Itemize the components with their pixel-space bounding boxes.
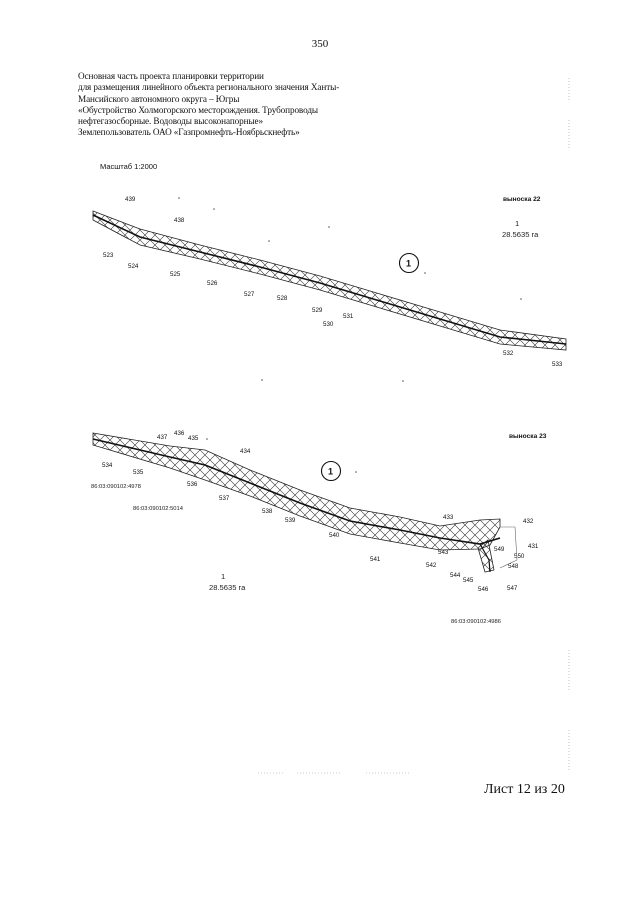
point-label: 550 <box>514 553 525 560</box>
point-label: 542 <box>426 562 437 569</box>
zone-marker-label: 1 <box>328 466 334 477</box>
point-label: 436 <box>174 430 185 437</box>
header-line: Землепользователь ОАО «Газпромнефть-Ноябрьскнефть» <box>78 127 300 138</box>
callout-23 <box>91 430 547 625</box>
point-label: 526 <box>207 280 218 287</box>
point-label: 432 <box>523 518 534 525</box>
cadastral-number: 86:03:090102:4978 <box>91 484 141 490</box>
header-line: нефтегазосборные. Водоводы высоконапорные» <box>78 116 263 127</box>
header-line: Основная часть проекта планировки территории <box>78 71 264 81</box>
point-label: 527 <box>244 291 255 298</box>
point-label: 438 <box>174 217 185 224</box>
point-label: 544 <box>450 572 461 579</box>
point-label: 547 <box>507 585 518 592</box>
point-label: 532 <box>503 350 514 357</box>
point-label: 523 <box>103 252 114 259</box>
point-label: 548 <box>508 563 519 570</box>
sheet-number: Лист 12 из 20 <box>484 782 565 797</box>
header-line: для размещения линейного объекта регионального значения Ханты- <box>78 82 340 93</box>
point-label: 546 <box>478 586 489 593</box>
point-label: 433 <box>443 514 454 521</box>
header-line: «Обустройство Холмогорского месторождения. Трубопроводы <box>78 104 318 115</box>
zone-area: 28.5635 га <box>209 583 246 592</box>
zone-marker-label: 1 <box>406 258 412 269</box>
page-number: 350 <box>311 38 329 50</box>
point-label: 538 <box>262 508 273 515</box>
point-label: 535 <box>133 469 144 476</box>
point-label: 439 <box>125 196 136 203</box>
callout-22 <box>93 196 566 382</box>
point-label: 540 <box>329 532 340 539</box>
point-label: 549 <box>494 546 505 553</box>
callout-title: выноска 23 <box>509 433 547 440</box>
point-label: 537 <box>219 495 230 502</box>
zone-number: 1 <box>515 219 520 228</box>
point-label: 435 <box>188 435 199 442</box>
point-label: 431 <box>528 543 539 550</box>
map-scale: Масштаб 1:2000 <box>100 162 158 171</box>
point-label: 531 <box>343 313 354 320</box>
cadastral-number: 86:03:090102:4986 <box>451 619 501 625</box>
corridor-band <box>93 211 566 350</box>
point-label: 525 <box>170 271 181 278</box>
point-label: 539 <box>285 517 296 524</box>
callout-title: выноска 22 <box>503 196 541 203</box>
point-label: 524 <box>128 263 139 270</box>
cadastral-number: 86:03:090102:5014 <box>133 506 183 512</box>
point-label: 545 <box>463 577 474 584</box>
corridor-band <box>93 433 500 550</box>
point-label: 434 <box>240 448 251 455</box>
point-label: 528 <box>277 295 288 302</box>
header-line: Мансийского автономного округа – Югры <box>78 93 240 104</box>
point-label: 529 <box>312 307 323 314</box>
point-label: 541 <box>370 556 381 563</box>
point-label: 536 <box>187 481 198 488</box>
point-label: 543 <box>438 549 449 556</box>
point-label: 534 <box>102 462 113 469</box>
zone-number: 1 <box>221 572 226 581</box>
margin-guides <box>258 78 569 773</box>
point-label: 533 <box>552 361 563 368</box>
point-label: 530 <box>323 321 334 328</box>
zone-area: 28.5635 га <box>502 230 539 239</box>
point-label: 437 <box>157 434 168 441</box>
